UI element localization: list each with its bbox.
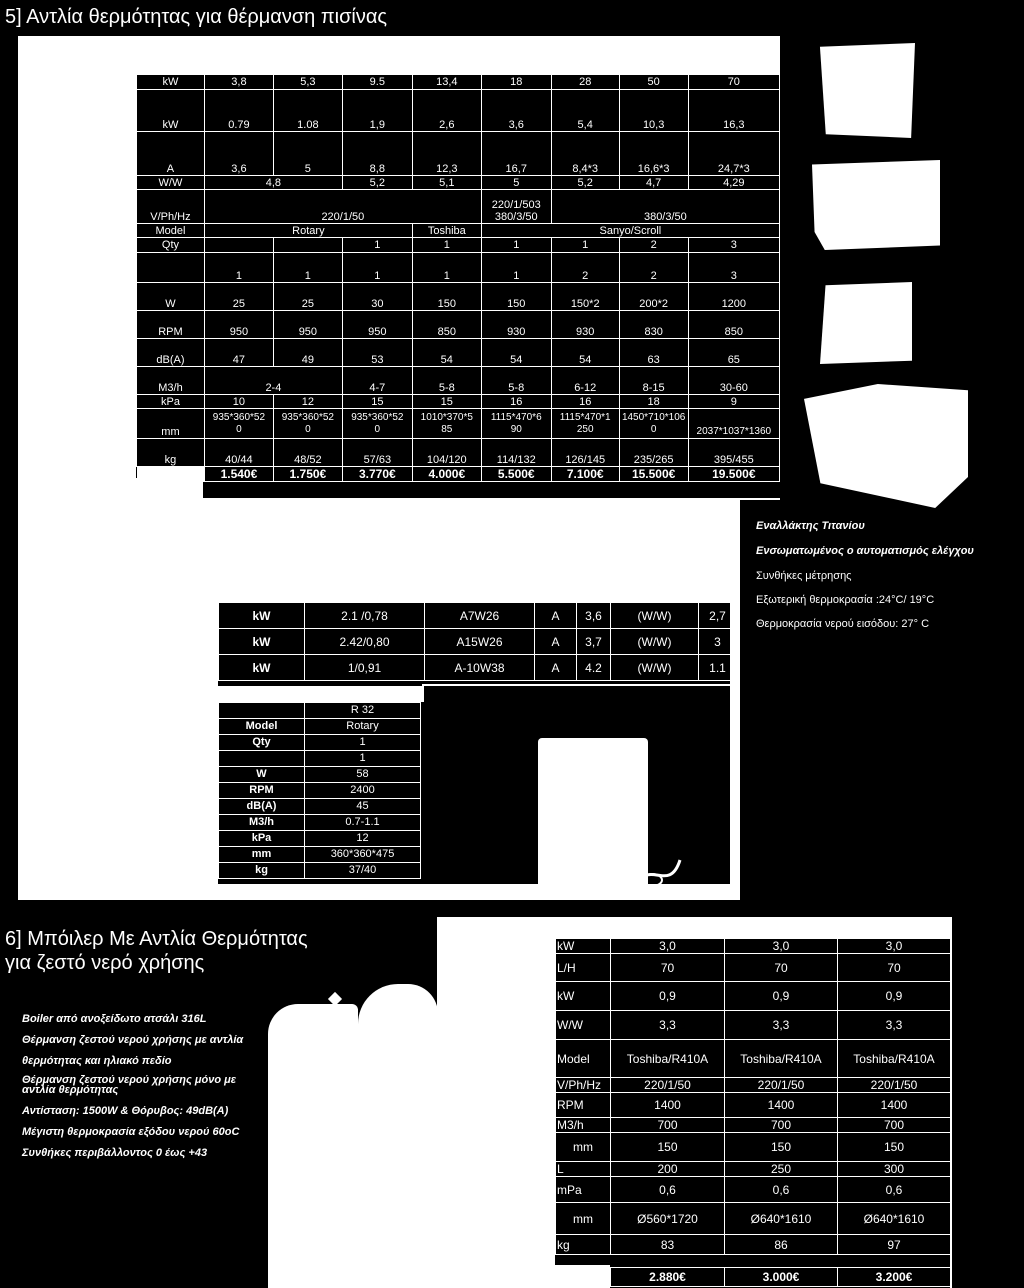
cell: 83 xyxy=(611,1235,725,1255)
cell: 220/1/50 xyxy=(204,190,481,224)
cell: 0,9 xyxy=(838,982,951,1011)
cell: kPa xyxy=(219,831,305,847)
cell: 1 xyxy=(342,253,412,283)
cell: 0,6 xyxy=(838,1177,951,1203)
cell: 1 xyxy=(412,238,481,253)
boiler-image-back xyxy=(268,1004,358,1288)
divider-white xyxy=(422,684,740,686)
cell: 1 xyxy=(342,238,412,253)
cell: Toshiba/R410A xyxy=(838,1040,951,1078)
cell: 3,7 xyxy=(577,629,611,655)
cell: 3,0 xyxy=(611,939,725,954)
note-conditions: Συνθήκες μέτρησης xyxy=(756,570,852,582)
cell: Model xyxy=(556,1040,611,1078)
note-titanium: Εναλλάκτης Τιτανίου xyxy=(756,520,865,532)
cell: 8,4*3 xyxy=(551,132,619,176)
cell: (W/W) xyxy=(611,629,699,655)
cell: kW xyxy=(219,629,305,655)
cell: 850 xyxy=(688,311,779,339)
cell: 54 xyxy=(481,339,551,367)
cell: 2.1 /0,78 xyxy=(305,603,425,629)
cell: 930 xyxy=(551,311,619,339)
cell: M3/h xyxy=(219,815,305,831)
cell: 2 xyxy=(551,253,619,283)
cell: 8-15 xyxy=(619,367,688,395)
cell: 48/52 xyxy=(273,439,342,467)
cell: mPa xyxy=(556,1177,611,1203)
cell: 150 xyxy=(412,283,481,311)
cell: Rotary xyxy=(305,719,421,735)
heatpump-image-medium xyxy=(812,160,940,250)
cell: 5 xyxy=(481,176,551,190)
feature-max-temp: Μέγιστη θερμοκρασία εξόδου νερού 60oC xyxy=(22,1126,240,1138)
cell: 3,3 xyxy=(725,1011,838,1040)
cell: 2.42/0,80 xyxy=(305,629,425,655)
cell: Sanyo/Scroll xyxy=(481,224,779,238)
feature-heating-solar-2: θερμότητας και ηλιακό πεδίο xyxy=(22,1055,172,1067)
cell: RPM xyxy=(556,1093,611,1118)
cell: 0.7-1.1 xyxy=(305,815,421,831)
row-label: kg xyxy=(137,439,205,467)
cell: kW xyxy=(556,939,611,954)
cell: kg xyxy=(556,1235,611,1255)
cell: 57/63 xyxy=(342,439,412,467)
cell: 3 xyxy=(688,238,779,253)
cell: mm xyxy=(556,1203,611,1235)
small-heatpump-spec-table xyxy=(218,702,421,879)
cell: 53 xyxy=(342,339,412,367)
price-cell: 19.500€ xyxy=(688,467,779,482)
cell: 220/1/50 xyxy=(611,1078,725,1093)
cell: 18 xyxy=(481,75,551,90)
cell: 3,0 xyxy=(838,939,951,954)
cell: A-10W38 xyxy=(425,655,535,681)
cell: 1200 xyxy=(688,283,779,311)
row-label: W xyxy=(137,283,205,311)
cell: 150 xyxy=(725,1133,838,1162)
cell: 47 xyxy=(204,339,273,367)
cell: 950 xyxy=(204,311,273,339)
cell: 150 xyxy=(611,1133,725,1162)
panel-white-right xyxy=(730,500,740,900)
cell: 830 xyxy=(619,311,688,339)
cell: 3 xyxy=(699,629,737,655)
cell: 950 xyxy=(273,311,342,339)
cell: 126/145 xyxy=(551,439,619,467)
price-cell: 3.200€ xyxy=(838,1268,951,1287)
cell: A xyxy=(535,655,577,681)
heatpump-image-small xyxy=(818,43,915,138)
row-label: Qty xyxy=(137,238,205,253)
cell: 0,6 xyxy=(611,1177,725,1203)
cell: 1 xyxy=(273,253,342,283)
cell: 16,3 xyxy=(688,90,779,132)
cell: 3,3 xyxy=(838,1011,951,1040)
cell: 4,7 xyxy=(619,176,688,190)
cell: 1400 xyxy=(611,1093,725,1118)
cell: 114/132 xyxy=(481,439,551,467)
cell: 12,3 xyxy=(412,132,481,176)
cell: 220/1/50 xyxy=(725,1078,838,1093)
cell: 86 xyxy=(725,1235,838,1255)
cell: 58 xyxy=(305,767,421,783)
cell: W/W xyxy=(556,1011,611,1040)
cell: 300 xyxy=(838,1162,951,1177)
small-heatpump-perf-table xyxy=(218,602,737,681)
cell: Ø640*1610 xyxy=(725,1203,838,1235)
cell: 1 xyxy=(412,253,481,283)
cell: 30 xyxy=(342,283,412,311)
note-ext-temp: Εξωτερική θερμοκρασία :24°C/ 19°C xyxy=(756,594,935,606)
cell: 4,29 xyxy=(688,176,779,190)
cell: 1115*470*6 90 xyxy=(481,409,551,439)
cell: 935*360*52 0 xyxy=(342,409,412,439)
cell: 200*2 xyxy=(619,283,688,311)
cell: 9.5 xyxy=(342,75,412,90)
feature-ambient: Συνθήκες περιβάλλοντος 0 έως +43 xyxy=(22,1147,208,1159)
cell: A xyxy=(535,603,577,629)
cell: 97 xyxy=(838,1235,951,1255)
heatpump-image-xlarge xyxy=(804,384,968,508)
cell: 18 xyxy=(619,395,688,409)
cell: 3,6 xyxy=(577,603,611,629)
boiler-spec-table xyxy=(555,938,951,1255)
row-label: W/W xyxy=(137,176,205,190)
cell: 2,6 xyxy=(412,90,481,132)
cell: 16,7 xyxy=(481,132,551,176)
frame-left xyxy=(18,36,136,498)
cell: Ø640*1610 xyxy=(838,1203,951,1235)
cell: 0,9 xyxy=(725,982,838,1011)
cell: 200 xyxy=(611,1162,725,1177)
price-cell: 1.750€ xyxy=(273,467,342,482)
cell: 54 xyxy=(551,339,619,367)
cell: 54 xyxy=(412,339,481,367)
cell: Toshiba/R410A xyxy=(725,1040,838,1078)
cell: mm xyxy=(556,1133,611,1162)
cell: 360*360*475 xyxy=(305,847,421,863)
cell: 1/0,91 xyxy=(305,655,425,681)
cell: 1 xyxy=(204,253,273,283)
cell: 2037*1037*1360 xyxy=(688,409,779,439)
price-cell: 3.770€ xyxy=(342,467,412,482)
cell: 63 xyxy=(619,339,688,367)
cell: 15 xyxy=(342,395,412,409)
cell: 700 xyxy=(725,1118,838,1133)
cell: 5,2 xyxy=(342,176,412,190)
cell: 0.79 xyxy=(204,90,273,132)
spacer-white xyxy=(218,686,424,702)
cell: 700 xyxy=(611,1118,725,1133)
cell: 10,3 xyxy=(619,90,688,132)
feature-heatpump-only: Θέρμανση ζεστού νερού χρήσης μόνο με αντλία θερμότητας xyxy=(22,1074,237,1096)
cell: kW xyxy=(556,982,611,1011)
cell: 45 xyxy=(305,799,421,815)
row-label: M3/h xyxy=(137,367,205,395)
cell: 5 xyxy=(273,132,342,176)
cell: kg xyxy=(219,863,305,879)
cell: 30-60 xyxy=(688,367,779,395)
cell: 2400 xyxy=(305,783,421,799)
cell: 850 xyxy=(412,311,481,339)
cell xyxy=(219,751,305,767)
note-controller: Ενσωματωμένος ο αυτοματισμός ελέγχου xyxy=(756,545,974,557)
cell: 6-12 xyxy=(551,367,619,395)
cell: R 32 xyxy=(305,703,421,719)
cell: Rotary xyxy=(204,224,412,238)
cell: 9 xyxy=(688,395,779,409)
cell: 65 xyxy=(688,339,779,367)
cell: 935*360*52 0 xyxy=(204,409,273,439)
price-cell: 1.540€ xyxy=(204,467,273,482)
cell: 1 xyxy=(481,238,551,253)
price-cell: 15.500€ xyxy=(619,467,688,482)
row-label: kW xyxy=(137,75,205,90)
row-label: kPa xyxy=(137,395,205,409)
row-label: A xyxy=(137,132,205,176)
cell: Qty xyxy=(219,735,305,751)
cell: 1,9 xyxy=(342,90,412,132)
cell: 37/40 xyxy=(305,863,421,879)
cell: Ø560*1720 xyxy=(611,1203,725,1235)
cell: 25 xyxy=(273,283,342,311)
boiler-price-table xyxy=(610,1267,951,1287)
cell: A xyxy=(535,629,577,655)
cell: 1115*470*1 250 xyxy=(551,409,619,439)
cell: 1 xyxy=(481,253,551,283)
cell: 70 xyxy=(838,954,951,982)
cell: 1400 xyxy=(725,1093,838,1118)
pool-heatpump-table xyxy=(136,74,780,482)
cell: 1450*710*106 0 xyxy=(619,409,688,439)
cell: 2-4 xyxy=(204,367,342,395)
cell: L xyxy=(556,1162,611,1177)
row-label: RPM xyxy=(137,311,205,339)
section6-title-line2: για ζεστό νερό χρήσης xyxy=(5,952,205,974)
cell: 950 xyxy=(342,311,412,339)
cell: 24,7*3 xyxy=(688,132,779,176)
cell: 15 xyxy=(412,395,481,409)
feature-heating-solar-1: Θέρμανση ζεστού νερού χρήσης με αντλία xyxy=(22,1034,244,1046)
cell: L/H xyxy=(556,954,611,982)
cell: 70 xyxy=(611,954,725,982)
boiler-image-front xyxy=(358,984,438,1288)
cell: 3,6 xyxy=(481,90,551,132)
cell: 1.1 xyxy=(699,655,737,681)
cell: 930 xyxy=(481,311,551,339)
cell: 1400 xyxy=(838,1093,951,1118)
cell: 4.2 xyxy=(577,655,611,681)
cell: Toshiba xyxy=(412,224,481,238)
row-label: Model xyxy=(137,224,205,238)
cell: 220/1/503 380/3/50 xyxy=(481,190,551,224)
cell: 395/455 xyxy=(688,439,779,467)
cell: 10 xyxy=(204,395,273,409)
row-label: kW xyxy=(137,90,205,132)
row-label xyxy=(137,253,205,283)
cell: 1 xyxy=(551,238,619,253)
row-label: V/Ph/Hz xyxy=(137,190,205,224)
cell: 12 xyxy=(305,831,421,847)
heatpump-image-large xyxy=(820,282,912,364)
cell: 250 xyxy=(725,1162,838,1177)
cell: 49 xyxy=(273,339,342,367)
cell: 70 xyxy=(725,954,838,982)
panel-white-left xyxy=(18,500,218,900)
cell: 40/44 xyxy=(204,439,273,467)
cell: 5,3 xyxy=(273,75,342,90)
boiler-price-spacer xyxy=(555,1265,610,1288)
cell: 3 xyxy=(688,253,779,283)
cell: Toshiba/R410A xyxy=(611,1040,725,1078)
cell: 5,1 xyxy=(412,176,481,190)
cell: 220/1/50 xyxy=(838,1078,951,1093)
cell: 700 xyxy=(838,1118,951,1133)
cell: 16 xyxy=(481,395,551,409)
cell: 5-8 xyxy=(481,367,551,395)
cell: 935*360*52 0 xyxy=(273,409,342,439)
cell: 13,4 xyxy=(412,75,481,90)
cell: kW xyxy=(219,655,305,681)
cell: dB(A) xyxy=(219,799,305,815)
cell: 150 xyxy=(838,1133,951,1162)
cell: mm xyxy=(219,847,305,863)
note-water-temp: Θερμοκρασία νερού εισόδου: 27° C xyxy=(756,618,930,630)
row-label: dB(A) xyxy=(137,339,205,367)
cell: (W/W) xyxy=(611,655,699,681)
cell: 16,6*3 xyxy=(619,132,688,176)
cell: 150 xyxy=(481,283,551,311)
cell: 4-7 xyxy=(342,367,412,395)
cell: 28 xyxy=(551,75,619,90)
cell: 235/265 xyxy=(619,439,688,467)
feature-stainless: Boiler από ανοξείδωτο ατσάλι 316L xyxy=(22,1013,207,1025)
cell: 3,0 xyxy=(725,939,838,954)
cell: 0,9 xyxy=(611,982,725,1011)
cell: 3,6 xyxy=(204,132,273,176)
cell: 380/3/50 xyxy=(551,190,779,224)
cell: W xyxy=(219,767,305,783)
cell: 50 xyxy=(619,75,688,90)
price-row-spacer xyxy=(137,467,205,482)
cell: A15W26 xyxy=(425,629,535,655)
price-cell: 5.500€ xyxy=(481,467,551,482)
cell: kW xyxy=(219,603,305,629)
cell: M3/h xyxy=(556,1118,611,1133)
cell: A7W26 xyxy=(425,603,535,629)
cell: 25 xyxy=(204,283,273,311)
cell: 12 xyxy=(273,395,342,409)
cell: 5,2 xyxy=(551,176,619,190)
boiler-panel-left xyxy=(437,917,555,1288)
section6-title-line1: 6] Μπόιλερ Με Αντλία Θερμότητας xyxy=(5,928,308,950)
cell: V/Ph/Hz xyxy=(556,1078,611,1093)
cell: 5,4 xyxy=(551,90,619,132)
cell: 1 xyxy=(305,751,421,767)
price-cell: 2.880€ xyxy=(611,1268,725,1287)
cell: Model xyxy=(219,719,305,735)
cell: 4,8 xyxy=(204,176,342,190)
feature-resistance-noise: Αντίσταση: 1500W & Θόρυβος: 49dB(A) xyxy=(22,1105,229,1117)
cell: 150*2 xyxy=(551,283,619,311)
power-cable-icon xyxy=(630,852,690,892)
cell: 3,8 xyxy=(204,75,273,90)
cell: 8,8 xyxy=(342,132,412,176)
cell: 2,7 xyxy=(699,603,737,629)
cell xyxy=(219,703,305,719)
cell: 3,3 xyxy=(611,1011,725,1040)
cell: 2 xyxy=(619,253,688,283)
price-cell: 4.000€ xyxy=(412,467,481,482)
cell: (W/W) xyxy=(611,603,699,629)
section5-title: 5] Αντλία θερμότητας για θέρμανση πισίνας xyxy=(5,6,388,28)
cell: 16 xyxy=(551,395,619,409)
cell: 0,6 xyxy=(725,1177,838,1203)
cell: 1010*370*5 85 xyxy=(412,409,481,439)
cell xyxy=(204,238,273,253)
cell: 2 xyxy=(619,238,688,253)
cell: RPM xyxy=(219,783,305,799)
price-cell: 7.100€ xyxy=(551,467,619,482)
row-label: mm xyxy=(137,409,205,439)
cell xyxy=(273,238,342,253)
cell: 5-8 xyxy=(412,367,481,395)
cell: 70 xyxy=(688,75,779,90)
cell: 1.08 xyxy=(273,90,342,132)
cell: 104/120 xyxy=(412,439,481,467)
price-cell: 3.000€ xyxy=(725,1268,838,1287)
cell: 1 xyxy=(305,735,421,751)
